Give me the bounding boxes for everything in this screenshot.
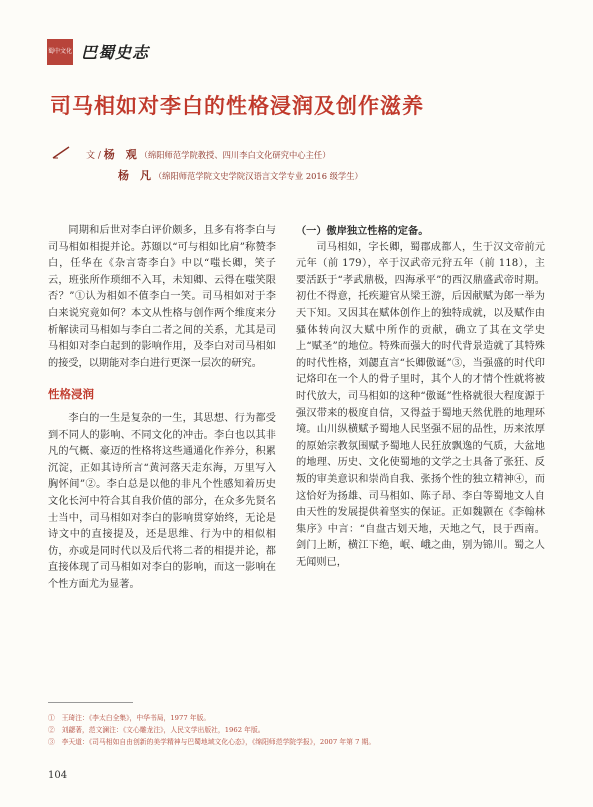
right-column [296,223,545,571]
author-line-1 [86,146,331,162]
seal-text: 蜀中文化 [47,48,72,55]
author-name: 杨 凡 [118,169,151,182]
sub-heading: （一）傲岸独立性格的定备。 [296,225,429,237]
author-prefix: 文 / [86,151,101,161]
author-line-2 [118,167,363,183]
footnote: ② 刘勰著，范文澜注：《文心雕龙注》，人民文学出版社，1962 年版。 [48,726,265,734]
column-name: 巴蜀史志 [81,43,150,62]
author-name: 杨 观 [103,148,137,161]
column-seal-logo [47,39,73,65]
body-paragraph: 李白的一生是复杂的一生，其思想、行为都受到不同人的影响、不同文化的冲击。李白也以其非凡的气概、豪迈的性格将这些通通化作养分，积累沉淀，正如其诗所言“黄河落天走东海，万里写入胸怀间”②。李白总是以他的非凡个性感知着历史文化长河中符合其自我价值的部分，在众多先贤名士当中，司马相如对李白的影响贯穿始终，无论是诗文中的直接提及，还是思维、行为中的相似相仿，亦或是同时代以及后代将二者的相提并论，都直接体现了司马相如对李白的影响，而这一影响在个性方面尤为显著。 [48,412,276,590]
page-number: 104 [48,770,68,781]
footnote-divider [48,702,133,703]
body-paragraph: 司马相如，字长卿，蜀郡成都人，生于汉文帝前元元年（前 179），卒于汉武帝元狩五年（前 118），主要活跃于“孝武鼎极，四海承平”的西汉鼎盛武帝时期。初仕不得意，托疾避官从梁王游，后因献赋为郎一举为天下知。又因其在赋体创作上的独特成就，以及赋作由骚体转向汉大赋中所作的贡献，确立了其在文学史上“赋圣”的地位。特殊而强大的时代背景造就了其特殊的时代性格，刘勰直言“长卿傲诞”③，当强盛的时代印记烙印在一个人的骨子里时，其个人的才情个性就将被时代放大，司马相如的这种“傲诞”性格就很大程度源于强汉带来的极度自信，又得益于蜀地天然优胜的地理环境。山川纵横赋予蜀地人民坚强不屈的品性，历来浓厚的原始宗教氛围赋予蜀地人民狂放飘逸的气质，大盆地的地理、历史、文化使蜀地的文学之士具备了张狂、反叛的审美意识和崇尚自我、张扬个性的独立精神④，而这恰好为扬雄、司马相如、陈子昂、李白等蜀地文人自由天性的发展提供着坚实的保证。正如魏颢在《李翰林集序》中言：“自盘古划天地，天地之气，艮于西南。剑门上断，横江下绝，岷、峨之曲，别为锦川。蜀之人无闻则已， [296,241,545,568]
footnote: ③ 李天道：《司马相如自由创新的美学精神与巴蜀地域文化心态》，《绵阳师范学院学报》，2007 年第 7 期。 [48,738,376,746]
footnotes [48,712,548,748]
footnote: ① 王琦注：《李太白全集》，中华书局，1977 年版。 [48,714,211,722]
pen-icon [52,145,72,159]
article-title: 司马相如对李白的性格浸润及创作滋养 [50,93,424,118]
author-affiliation: （绵阳师范学院文史学院汉语言文学专业 2016 级学生） [153,171,363,181]
section-heading: 性格浸润 [48,387,94,402]
intro-paragraph: 同期和后世对李白评价颇多，且多有将李白与司马相如相提并论。苏颋以“可与相如比肩”称赞李白，任华在《杂言寄李白》中以“嗤长卿，笑子云，班张所作琐细不入耳，未知卿、云得在嗤笑限否？”①认为相如不值李白一笑。司马相如对于李白来说究竟如何？本文从性格与创作两个维度来分析解读司马相如与李白二者之间的关系，尤其是司马相如对李白起到的影响作用，及李白对司马相如的接受，以期能对李白进行更深一层次的研究。 [48,225,276,369]
left-column [48,223,276,593]
author-affiliation: （绵阳师范学院教授、四川李白文化研究中心主任） [139,150,331,160]
